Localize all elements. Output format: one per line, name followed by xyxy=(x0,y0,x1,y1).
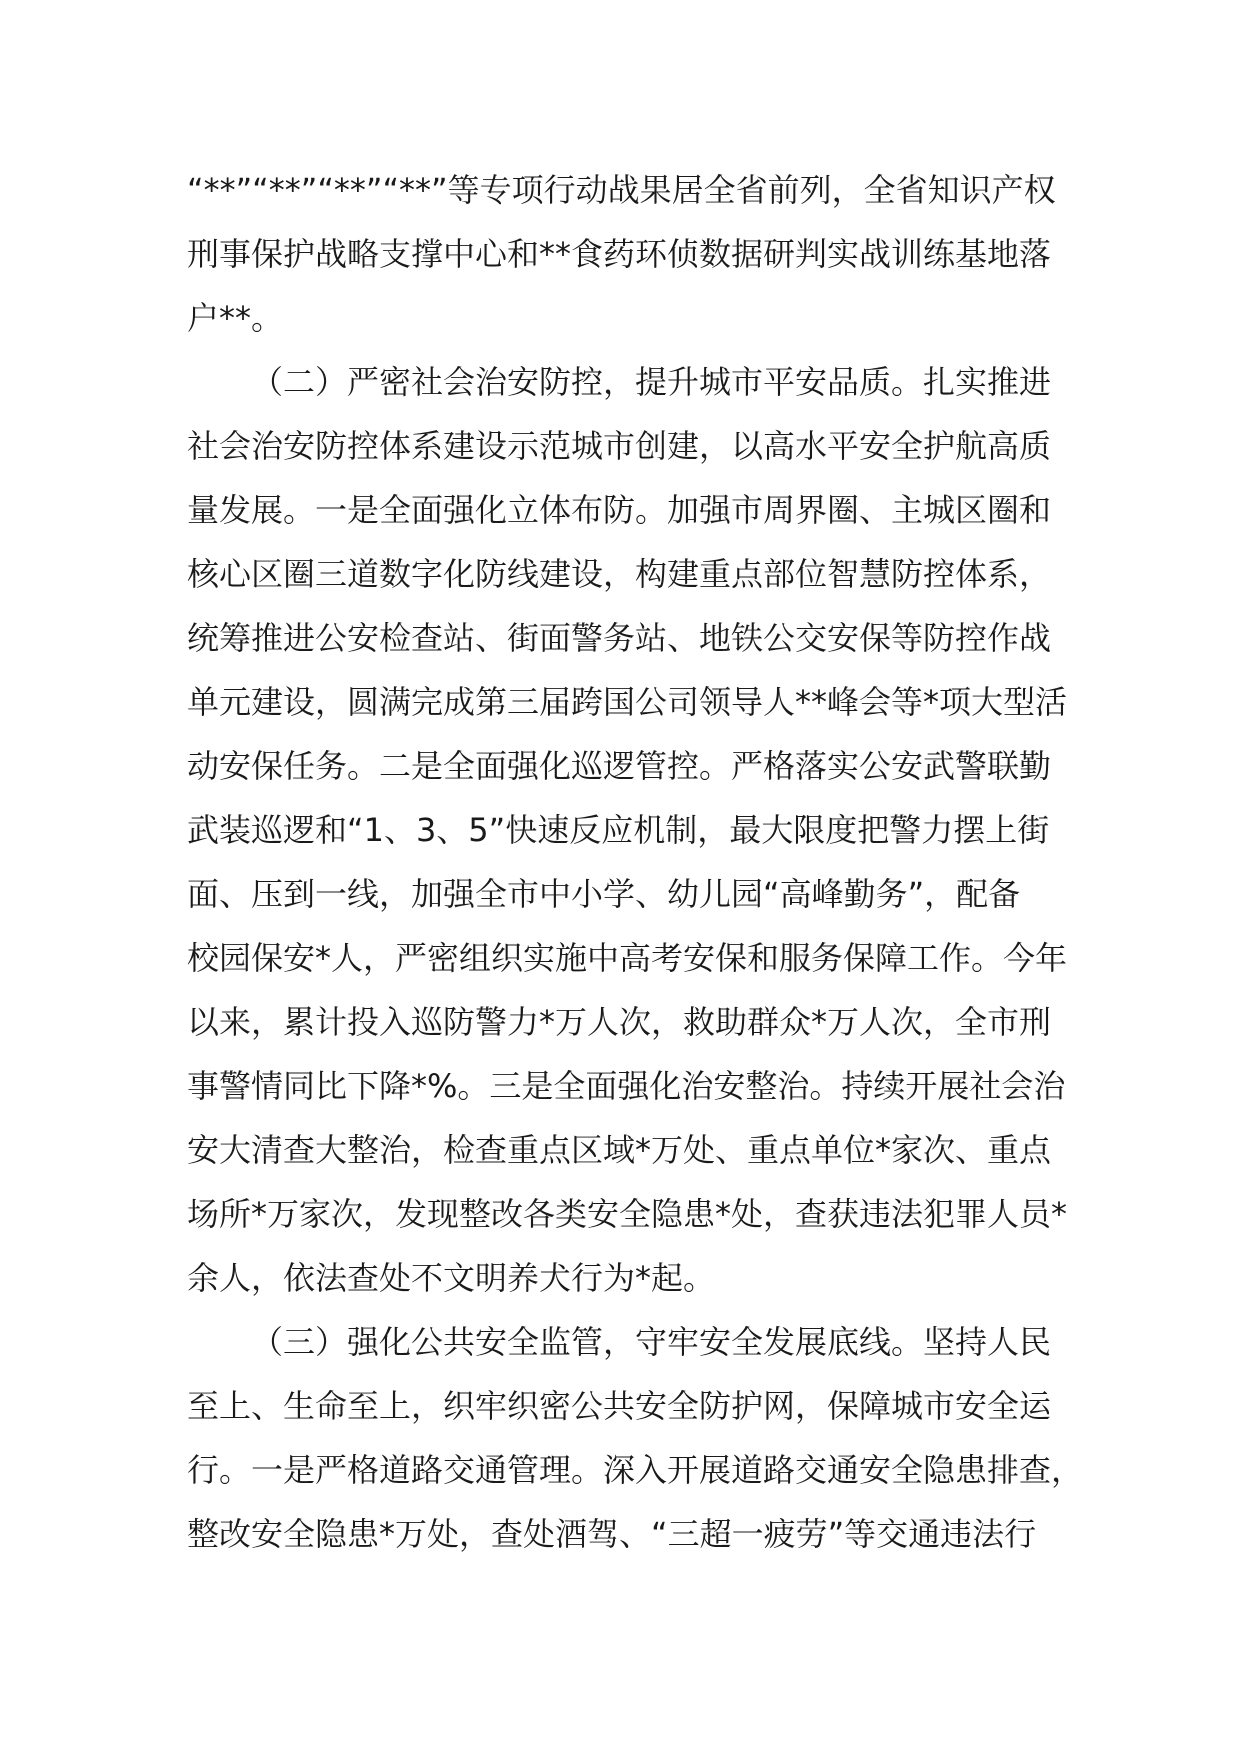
text-line-13: 校园保安*人，严密组织实施中高考安保和服务保障工作。今年 xyxy=(187,939,1068,977)
text-line-22: 整改安全隐患*万处，查处酒驾、“三超一疲劳”等交通违法行 xyxy=(187,1515,1037,1553)
text-line-15: 事警情同比下降*%。三是全面强化治安整治。持续开展社会治 xyxy=(187,1067,1066,1105)
text-line-3: 户**。 xyxy=(187,299,284,337)
text-line-10: 动安保任务。二是全面强化巡逻管控。严格落实公安武警联勤 xyxy=(187,747,1052,785)
text-line-1: “**”“**”“**”“**”等专项行动战果居全省前列，全省知识产权 xyxy=(187,171,1056,209)
section-heading-3: （三）强化公共安全监管，守牢安全发展底线。坚持人民 xyxy=(251,1323,1052,1361)
text-line-5: 社会治安防控体系建设示范城市创建，以高水平安全护航高质 xyxy=(187,427,1052,465)
text-line-18: 余人，依法查处不文明养犬行为*起。 xyxy=(187,1259,716,1297)
text-line-17: 场所*万家次，发现整改各类安全隐患*处，查获违法犯罪人员* xyxy=(187,1195,1068,1233)
text-line-8: 统筹推进公安检查站、街面警务站、地铁公交安保等防控作战 xyxy=(187,619,1052,657)
text-line-14: 以来，累计投入巡防警力*万人次，救助群众*万人次，全市刑 xyxy=(187,1003,1052,1041)
text-line-16: 安大清查大整治，检查重点区域*万处、重点单位*家次、重点 xyxy=(187,1131,1052,1169)
text-line-21: 行。一是严格道路交通管理。深入开展道路交通安全隐患排查， xyxy=(187,1451,1084,1489)
text-line-12: 面、压到一线，加强全市中小学、幼儿园“高峰勤务”，配备 xyxy=(187,875,1021,913)
text-line-20: 至上、生命至上，织牢织密公共安全防护网，保障城市安全运 xyxy=(187,1387,1052,1425)
text-line-6: 量发展。一是全面强化立体布防。加强市周界圈、主城区圈和 xyxy=(187,491,1052,529)
text-line-2: 刑事保护战略支撑中心和**食药环侦数据研判实战训练基地落 xyxy=(187,235,1052,273)
text-line-9: 单元建设，圆满完成第三届跨国公司领导人**峰会等*项大型活 xyxy=(187,683,1068,721)
section-heading-2: （二）严密社会治安防控，提升城市平安品质。扎实推进 xyxy=(251,363,1052,401)
text-line-7: 核心区圈三道数字化防线建设，构建重点部位智慧防控体系， xyxy=(187,555,1052,593)
text-line-11: 武装巡逻和“1、3、5”快速反应机制，最大限度把警力摆上街 xyxy=(187,811,1050,849)
